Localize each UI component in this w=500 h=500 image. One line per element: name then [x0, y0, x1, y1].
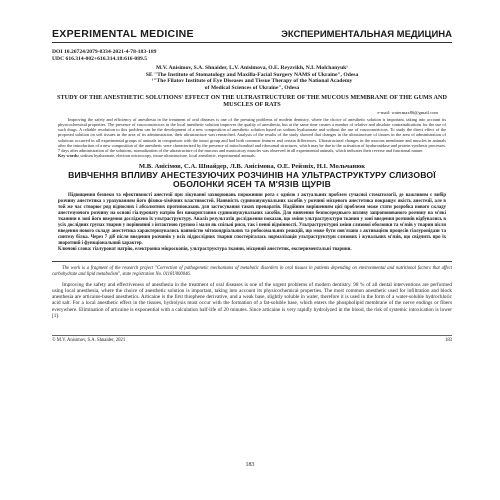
- author-block: [52, 65, 452, 91]
- doi: DOI 10.26724/2079-8334-2021-4-78-183-189: [52, 49, 157, 55]
- article-title-uk: ВИВЧЕННЯ ВПЛИВУ АНЕСТЕЗУЮЧИХ РОЗЧИНІВ НА УЛЬТРАСТРУКТУРУ СЛИЗОВОЇ ОБОЛОНКИ ЯСЕН ТА М'ЯЗІВ ЩУРІВ: [68, 169, 436, 190]
- author-names: M.V. Anisimov, S.A. Shnaider, L.V. Anisimova, O.E. Reyzvikh, N.I. Molchanyuk¹: [156, 65, 348, 72]
- section-title-en: EXPERIMENTAL MEDICINE: [52, 28, 194, 40]
- authors-uk: М.В. Анісімов, С.А. Шнайдер, Л.В. Анісімова, О.Е. Рейзвіх, Н.І. Мольчанюк: [138, 162, 366, 170]
- abstract-uk: Підвищення безпеки та ефективності анестезії при лікуванні захворювань порожнини рота є однією з актуальних проблем сучасної стоматології, де важливим є вибір розчину анестетика з урахуванням його фізико-хімічних властивостей. Наявність судинозвужувальних засобів у розчині місцевого анестетика покращує якість анестезії, але в той же час створює ряд відносних і абсолютних протипоказань для застосування таких препаратів. Надійним вирішенням цієї проблеми може стати розробка нового складу анестезуючого розчину на основі гіалуронату натрію без використання судинозвужувальних засобів. Для вивчення безпосереднього впливу запропонованого розчину на м'які тканини в зоні його введення досліджено їх ультраструктуру. Аналіз результатів дослідження показав, що зміни ультраструктури тканин у зоні введення розчинів відбувались в усіх дослідних групах тварин у порівнянні з інтактною групою і мали як спільні риси, так і певні відмінності. Ультраструктурні зміни слизової оболонки та м'язів у тварин після введення нового складу анестетика характеризувались наявністю мітохондріальних та рибосомальних реакцій, що може бути пов'язано з активацією процесів гіалуронідази та синтезу білка. Через 7 діб після введення розчинів у всіх піддослідних тварин спостерігалась нормалізація ультраструктури слизових і жувальних м'язів, що свідчить про їх зворотний і функціональний характер.: [58, 192, 446, 247]
- article-page: [52, 28, 452, 343]
- abstract-en: Improving the safety and efficiency of anesthesia in the treatment of oral diseases is one of the pressing problems of modern dentistry, where the choice of anesthetic solution is important, taking into account its physicochemical properties. The presence of vasoconstrictors in the local anesthetic solution improves the quality of anesthesia, but at the same time creates a number of relative and absolute contraindications for the use of such drugs. A reliable resolution to this problem can be the development of a new composition of anesthetic solution based on sodium hyaluronate and without the use of vasoconstrictors. To study the direct effect of the proposed solution on soft tissues in the area of its administration, their ultrastructure was researched. Analysis of the results of the study showed that changes in the ultrastructure of tissues in the area of administration of solutions occurred in all experimental groups of animals in comparison with the intact group and had both common features and certain differences. Ultrastructural changes in the mucous membrane and muscles in animals after the introduction of a new composition of the anesthetic were characterized by the presence of mitochondrial and ribosomal structures, which may be due to the activation of hyaluronidase and protein synthesis processes. 7 days after administration of the solutions, normalization of the ultrastructure of the mucous and masticatory muscles was observed in all experimental animals, which indicates their reverse and functional nature.: [58, 117, 446, 153]
- journal-page-ref: 183: [444, 338, 452, 344]
- article-identifiers: [52, 49, 452, 62]
- copyright-line: [52, 335, 452, 343]
- article-title-en: STUDY OF THE ANESTHETIC SOLUTIONS' EFFECT ON THE ULTRASTRUCTURE OF THE MUCOUS MEMBRANE OF THE GUMS AND MUSCLES OF RATS: [57, 94, 447, 109]
- project-footnote: The work is a fragment of the research project "Correction of pathogenetic mechanisms of metabolic disorders in oral tissues in patients depending on environmental and nutritional factors that affect carbohydrate and lipid metabolism", state registration No. 0118U000046.: [52, 266, 452, 277]
- keywords-en: [58, 153, 446, 158]
- running-header: [52, 28, 452, 43]
- section-title-ru: ЭКСПЕРИМЕНТАЛЬНАЯ МЕДИЦИНА: [281, 29, 452, 40]
- contact-email: e-mail: watermax86@gmail.com: [377, 110, 438, 116]
- keywords-uk-text: гіалуронат натрію, електронна мікроскопія, ультраструктура тканин, місцевий анестетик, експериментальні тварини.: [92, 247, 352, 253]
- section-divider: [52, 261, 452, 262]
- keywords-en-label: Key words:: [58, 152, 80, 158]
- copyright-text: © M.V. Anisimov, S.A. Shnaider, 2021: [52, 338, 126, 344]
- body-paragraph: Improving the safety and effectiveness of anesthesia in the treatment of oral diseases is one of the urgent problems of modern dentistry. 98 % of all dental interventions are performed using local anesthesia, where the choice of anesthetic solution is important, taking into account its physicochemical properties. The most common anesthetic used for infiltration and block anesthesia are articaine-based anesthetics. Articaine is the first thiophene derivative, and a weak base, slightly soluble in water, therefore it is used in the form of a water-soluble hydrochloric acid salt. For a local anesthetic effect in the tissues, hydrolysis must occur with the formation of a fat-soluble base, which enters the phospholipid membrane of the nerve endings or fibers everywhere. Elimination of articaine is exponential with a calculation half-life of 20 minutes. Since articaine is very rapidly hydrolyzed in the blood, the risk of systemic intoxication is lower [1].: [52, 281, 452, 320]
- keywords-en-text: sodium hyaluronate, electron microscopy, tissue ultrastructure, local anesthetic, experimental animals.: [80, 152, 256, 158]
- page-number: 183: [245, 462, 255, 468]
- affiliation-2: ¹"The Filatov Institute of Eye Diseases and Tissue Therapy of the National Academy: [151, 78, 353, 85]
- keywords-uk-label: Ключові слова:: [58, 247, 92, 253]
- affiliation-3: of Medical Sciences of Ukraine", Odesa: [204, 84, 300, 91]
- keywords-uk: [58, 247, 446, 253]
- affiliation-1: SE "The Institute of Stomatology and Maxilla-Facial Surgery NAMS of Ukraine", Odesa: [145, 71, 359, 78]
- udc: UDC 616.314-002+616.314.18:616-089.5: [52, 55, 148, 62]
